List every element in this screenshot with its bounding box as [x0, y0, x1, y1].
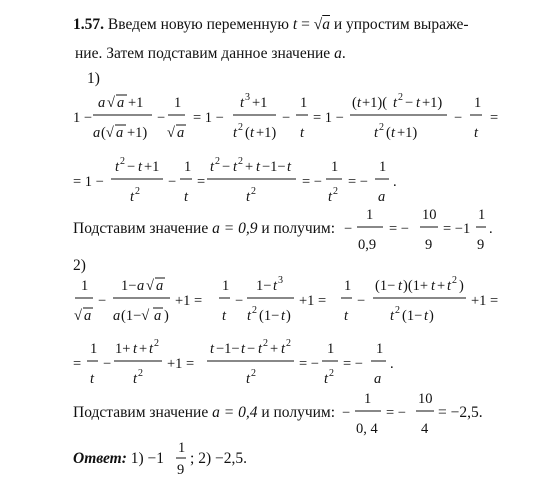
svg-text:a: a	[113, 308, 121, 324]
svg-text:−: −	[282, 110, 291, 126]
svg-text:t: t	[328, 189, 333, 205]
svg-text:a: a	[84, 308, 92, 324]
svg-text:t: t	[416, 95, 421, 111]
svg-text:)(1+: )(1+	[403, 278, 429, 294]
svg-text:1−: 1−	[121, 278, 137, 294]
svg-text:t: t	[115, 159, 120, 175]
svg-text:2: 2	[263, 338, 268, 349]
header-line-1: 1.57. Введем новую переменную t = √a и упростим выраже-	[73, 16, 469, 33]
answer-line	[73, 451, 164, 467]
svg-text:a: a	[177, 125, 185, 141]
svg-text:√: √	[146, 278, 154, 294]
svg-text:2: 2	[120, 156, 125, 167]
svg-text:√: √	[74, 308, 82, 324]
svg-text:t: t	[233, 159, 238, 175]
svg-text:1: 1	[184, 159, 192, 175]
svg-text:= 1 −: = 1 −	[313, 110, 344, 126]
header-line-2: ние. Затем подставим данное значение a.	[75, 45, 346, 62]
svg-text:2: 2	[395, 305, 400, 316]
svg-text:a: a	[137, 278, 145, 294]
svg-text:t: t	[241, 341, 246, 357]
svg-text:t: t	[246, 371, 251, 387]
svg-text:2: 2	[135, 186, 140, 197]
svg-text:.: .	[489, 221, 493, 237]
svg-text:−1−: −1−	[216, 341, 240, 357]
svg-text:2: 2	[333, 186, 338, 197]
svg-text:1: 1	[474, 95, 482, 111]
svg-text:3: 3	[278, 275, 283, 286]
svg-text:+1): +1)	[256, 125, 277, 141]
svg-text:1−: 1−	[256, 278, 272, 294]
svg-text:a: a	[98, 95, 106, 111]
svg-text:t: t	[138, 159, 143, 175]
svg-text:t: t	[374, 125, 379, 141]
svg-text:1: 1	[478, 207, 486, 223]
svg-text:t: t	[184, 189, 189, 205]
svg-text:2: 2	[154, 338, 159, 349]
svg-text:t: t	[133, 371, 138, 387]
svg-text:√: √	[167, 125, 175, 141]
svg-text:= −: = −	[343, 356, 363, 372]
answer-label: Ответ:	[73, 450, 127, 467]
svg-text:2: 2	[251, 186, 256, 197]
header-line-2-text: ние. Затем подставим данное значение	[75, 45, 331, 62]
svg-text:(1−: (1−	[375, 278, 396, 294]
part-1-value: a = 0,9	[212, 220, 258, 237]
svg-text:a: a	[154, 308, 162, 324]
svg-text:.: .	[390, 356, 394, 372]
svg-text:= −1: = −1	[443, 221, 471, 237]
svg-text:4: 4	[421, 421, 429, 437]
svg-text:+1): +1)	[127, 125, 148, 141]
svg-text:= −: = −	[389, 221, 409, 237]
part-2-result-math	[342, 391, 434, 437]
svg-text:(1−: (1−	[259, 308, 280, 324]
svg-text:t: t	[240, 95, 245, 111]
svg-text:9: 9	[477, 237, 485, 253]
svg-text:(√: (√	[101, 125, 114, 141]
svg-text:−1−: −1−	[262, 159, 286, 175]
header-var-t: t	[292, 16, 298, 33]
svg-text:1: 1	[327, 341, 335, 357]
svg-text:): )	[286, 308, 291, 324]
svg-text:10: 10	[418, 391, 433, 407]
svg-text:.: .	[393, 174, 397, 190]
answer-fraction	[176, 440, 186, 478]
part-1-substitution: Подставим значение a = 0,9 и получим:	[73, 220, 336, 237]
svg-text:t: t	[324, 371, 329, 387]
svg-text:t: t	[258, 341, 263, 357]
svg-text:= −: = −	[348, 174, 368, 190]
svg-text:0,9: 0,9	[358, 237, 377, 253]
svg-text:=: =	[197, 174, 206, 190]
svg-text:=: =	[490, 110, 499, 126]
svg-text:t: t	[474, 125, 479, 141]
svg-text:+1 =: +1 =	[167, 356, 195, 372]
svg-text:−: −	[127, 159, 136, 175]
svg-text:t: t	[222, 308, 227, 324]
part-1-equation-line-1	[73, 92, 498, 141]
svg-text:+1)(: +1)(	[362, 95, 388, 111]
part-2-value: a = 0,4	[212, 404, 258, 421]
svg-text:√: √	[107, 95, 115, 111]
svg-text:2: 2	[379, 122, 384, 133]
svg-text:1: 1	[364, 391, 372, 407]
svg-text:2: 2	[329, 368, 334, 379]
svg-text:0, 4: 0, 4	[356, 421, 378, 437]
svg-text:(: (	[245, 125, 250, 141]
svg-text:10: 10	[422, 207, 437, 223]
answer-part-2: ; 2) −2,5.	[190, 450, 247, 467]
svg-text:t: t	[210, 159, 215, 175]
svg-text:+1): +1)	[422, 95, 443, 111]
svg-text:−: −	[157, 110, 166, 126]
part-1-label: 1)	[87, 70, 100, 87]
svg-text:t: t	[247, 308, 252, 324]
svg-text:+: +	[245, 159, 254, 175]
svg-text:t: t	[210, 341, 215, 357]
svg-text:t: t	[250, 125, 255, 141]
svg-text:2: 2	[238, 122, 243, 133]
svg-text:+1 =: +1 =	[175, 293, 203, 309]
svg-text:(1−√: (1−√	[121, 308, 150, 324]
svg-text:1+: 1+	[115, 341, 131, 357]
svg-text:2: 2	[398, 92, 403, 103]
svg-text:=: =	[73, 356, 82, 372]
svg-text:1: 1	[222, 278, 230, 294]
svg-text:(: (	[386, 125, 391, 141]
svg-text:t: t	[344, 308, 349, 324]
svg-text:−: −	[247, 341, 256, 357]
header-line-1-suffix: и упростим выраже-	[333, 16, 469, 33]
svg-text:1: 1	[90, 341, 98, 357]
svg-text:a: a	[117, 95, 125, 111]
svg-text:−: −	[344, 221, 353, 237]
svg-text:t: t	[233, 125, 238, 141]
svg-text:+1: +1	[128, 95, 144, 111]
svg-text:−: −	[98, 293, 107, 309]
svg-text:1: 1	[344, 278, 352, 294]
svg-text:−: −	[357, 293, 366, 309]
svg-text:t: t	[431, 278, 436, 294]
svg-text:= −: = −	[299, 356, 319, 372]
svg-text:t: t	[256, 159, 261, 175]
svg-text:t: t	[447, 278, 452, 294]
svg-text:1: 1	[178, 440, 186, 456]
svg-text:−: −	[342, 405, 351, 421]
part-2-equation-line-2	[73, 338, 394, 387]
svg-text:+1 =: +1 =	[299, 293, 327, 309]
part-2-substitution: Подставим значение a = 0,4 и получим:	[73, 404, 336, 421]
svg-text:t: t	[424, 308, 429, 324]
svg-text:1: 1	[300, 95, 308, 111]
header-var-a: a	[334, 45, 342, 62]
svg-text:3: 3	[245, 92, 250, 103]
svg-text:): )	[459, 278, 464, 294]
part-2-equation-line-1	[74, 275, 498, 324]
svg-text:t: t	[130, 189, 135, 205]
svg-text:1: 1	[379, 159, 387, 175]
svg-text:−: −	[222, 159, 231, 175]
svg-text:t: t	[393, 95, 398, 111]
svg-text:a: a	[116, 125, 124, 141]
svg-text:= −: = −	[386, 405, 406, 421]
svg-text:2: 2	[215, 156, 220, 167]
svg-text:t: t	[133, 341, 138, 357]
svg-text:1: 1	[366, 207, 374, 223]
svg-text:= −: = −	[302, 174, 322, 190]
svg-text:9: 9	[177, 462, 185, 478]
svg-text:1 −: 1 −	[73, 110, 93, 126]
svg-text:9: 9	[425, 237, 433, 253]
svg-text:2: 2	[251, 368, 256, 379]
svg-text:+: +	[437, 278, 446, 294]
svg-text:1: 1	[376, 341, 384, 357]
svg-text:(1−: (1−	[402, 308, 423, 324]
svg-text:1: 1	[331, 159, 339, 175]
svg-text:+1 =: +1 =	[471, 293, 499, 309]
svg-text:2: 2	[286, 338, 291, 349]
svg-text:(: (	[352, 95, 357, 111]
svg-text:+: +	[270, 341, 279, 357]
svg-text:t: t	[273, 278, 278, 294]
svg-text:t: t	[357, 95, 362, 111]
svg-text:): )	[429, 308, 434, 324]
svg-text:+1): +1)	[397, 125, 418, 141]
part-1-result-math	[344, 207, 493, 253]
svg-text:t: t	[90, 371, 95, 387]
svg-text:2: 2	[452, 275, 457, 286]
svg-text:t: t	[246, 189, 251, 205]
svg-text:−: −	[168, 174, 177, 190]
svg-text:t: t	[300, 125, 305, 141]
part-2-label: 2)	[73, 257, 86, 274]
svg-text:t: t	[149, 341, 154, 357]
svg-text:t: t	[390, 308, 395, 324]
svg-text:+: +	[139, 341, 148, 357]
svg-text:1: 1	[81, 278, 89, 294]
svg-text:−: −	[454, 110, 463, 126]
svg-text:1: 1	[174, 95, 182, 111]
svg-text:t: t	[281, 308, 286, 324]
svg-text:a: a	[156, 278, 164, 294]
svg-text:): )	[164, 308, 169, 324]
svg-text:2: 2	[252, 305, 257, 316]
svg-text:−: −	[405, 95, 414, 111]
part-1-equation-line-2	[73, 156, 397, 205]
svg-text:−: −	[235, 293, 244, 309]
svg-text:a: a	[374, 371, 382, 387]
svg-text:+1: +1	[252, 95, 268, 111]
problem-number: 1.57.	[73, 16, 104, 33]
svg-text:t: t	[287, 159, 292, 175]
svg-text:−: −	[103, 356, 112, 372]
svg-text:= 1 −: = 1 −	[73, 174, 104, 190]
sqrt-a-inline: √a	[313, 16, 330, 33]
header-line-1-prefix: Введем новую переменную	[107, 16, 290, 33]
svg-text:t: t	[398, 278, 403, 294]
part-2-result: = −2,5.	[438, 404, 483, 421]
svg-text:= 1 −: = 1 −	[193, 110, 224, 126]
svg-text:2: 2	[238, 156, 243, 167]
svg-text:2: 2	[138, 368, 143, 379]
svg-text:a: a	[378, 189, 386, 205]
svg-text:t: t	[391, 125, 396, 141]
svg-text:a: a	[93, 125, 101, 141]
answer-part-1: 1) −1	[130, 450, 165, 467]
svg-text:t: t	[281, 341, 286, 357]
svg-text:+1: +1	[144, 159, 160, 175]
